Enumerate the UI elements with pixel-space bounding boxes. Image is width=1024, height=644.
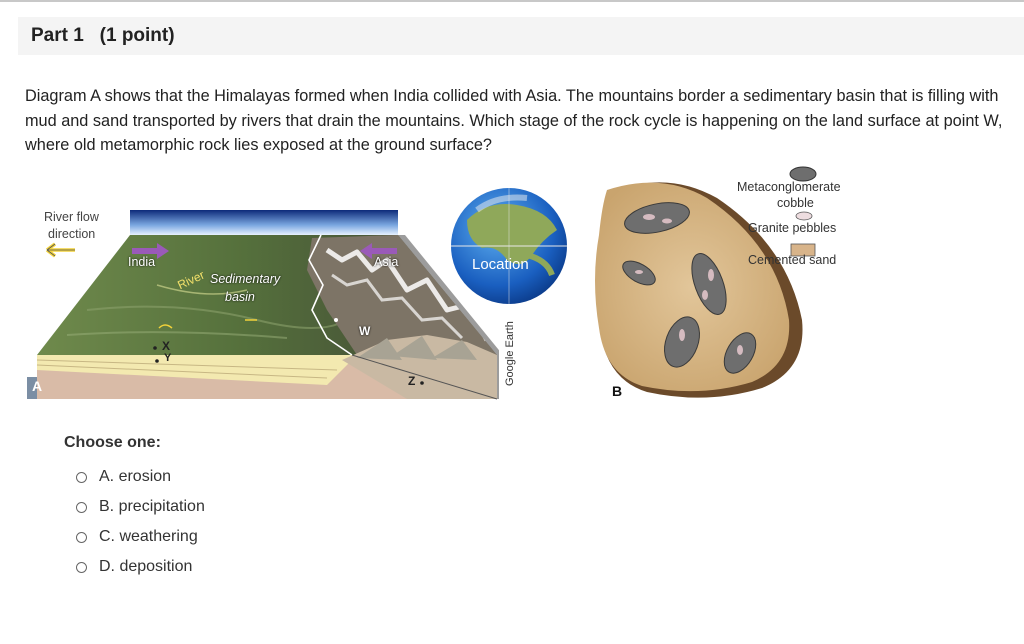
part-header (18, 17, 1024, 55)
river-label: River (175, 267, 207, 293)
option-c-label: C. weathering (99, 528, 198, 545)
legend-pebbles: Granite pebbles (748, 221, 837, 235)
pebble-icon (796, 212, 812, 220)
rock-sample (595, 183, 789, 392)
panel-a-letter: A (32, 378, 43, 394)
option-c[interactable] (76, 526, 198, 548)
question-figure (27, 160, 1007, 415)
point-y-label: Y (164, 352, 172, 364)
figure-graphic (27, 160, 1007, 415)
top-border (0, 0, 1024, 2)
basin-label-line1: Sedimentary (210, 272, 281, 286)
point-w-label: W (359, 324, 371, 338)
radio-button[interactable] (76, 532, 87, 543)
option-a[interactable] (76, 466, 171, 488)
legend-cobble-line1: Metaconglomerate (737, 180, 841, 194)
radio-button[interactable] (76, 562, 87, 573)
river-flow-label-line1: River flow (44, 210, 99, 224)
location-label: Location (472, 256, 529, 273)
cobble-icon (790, 167, 816, 181)
option-b-label: B. precipitation (99, 498, 205, 515)
panel-b-letter: B (612, 383, 623, 399)
radio-button[interactable] (76, 502, 87, 513)
sky-band (130, 210, 398, 235)
google-earth-credit: Google Earth (504, 321, 516, 386)
option-b[interactable] (76, 496, 205, 518)
india-label: India (128, 255, 156, 269)
question-text: Diagram A shows that the Himalayas formed when India collided with Asia. The mountains border a sedimentary basin that is filling with mud and sand transported by rivers that drain the mountains. Which stage of the rock cycle is happening on the land surface at point W, where old metamorphic rock lies exposed at the ground surface? (25, 87, 1003, 154)
river-flow-label-line2: direction (48, 227, 96, 241)
option-a-label: A. erosion (99, 468, 172, 485)
radio-button[interactable] (76, 472, 87, 483)
option-d-label: D. deposition (99, 558, 193, 575)
choose-one-label: Choose one: (64, 434, 161, 451)
legend-sand: Cemented sand (748, 253, 837, 267)
point-x-label: X (162, 339, 171, 353)
point-z-label: Z (408, 374, 416, 388)
basin-label-line2: basin (225, 290, 255, 304)
part-title: Part 1 (1 point) (31, 25, 175, 46)
legend-cobble-line2: cobble (777, 196, 814, 210)
asia-label: Asia (374, 255, 399, 269)
option-d[interactable] (76, 556, 192, 578)
